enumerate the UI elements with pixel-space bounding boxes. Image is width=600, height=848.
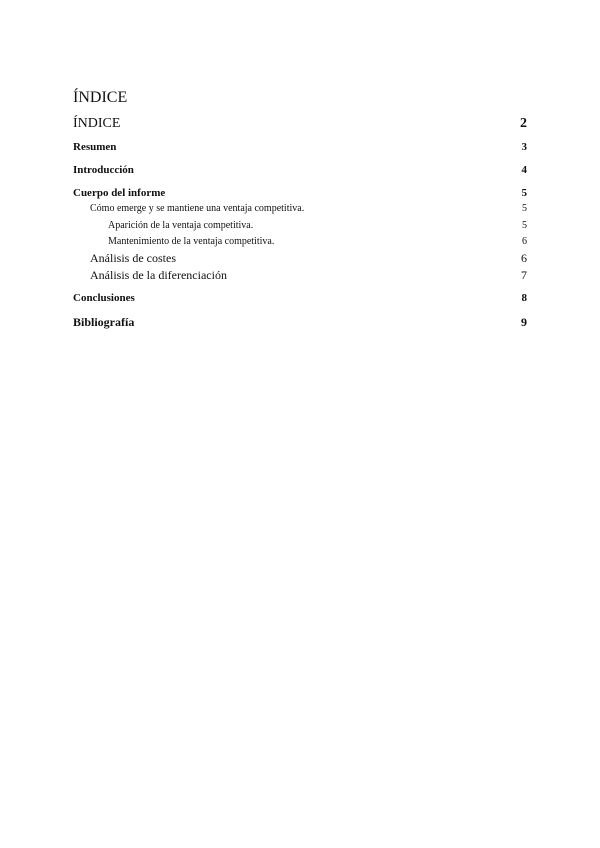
toc-entry-page: 5: [522, 203, 527, 214]
toc-entry-introduccion[interactable]: [73, 164, 527, 176]
table-of-contents: [73, 0, 527, 848]
toc-entry-label: Aparición de la ventaja competitiva.: [108, 220, 254, 231]
toc-entry-page: 5: [521, 187, 527, 199]
toc-entry-page: 6: [522, 236, 527, 247]
toc-entry-como-emerge[interactable]: [73, 203, 527, 214]
toc-entry-page: 3: [521, 141, 527, 153]
toc-entry-cuerpo-del-informe[interactable]: [73, 187, 527, 199]
toc-entry-label: ÍNDICE: [73, 116, 121, 131]
toc-entry-label: Introducción: [73, 164, 134, 176]
toc-entry-label: Mantenimiento de la ventaja competitiva.: [108, 236, 275, 247]
toc-entry-page: 9: [521, 315, 527, 329]
toc-entry-aparicion[interactable]: [73, 220, 527, 231]
toc-entry-label: Análisis de costes: [90, 251, 176, 265]
toc-entry-label: Cómo emerge y se mantiene una ventaja competitiva.: [90, 203, 305, 214]
toc-entry-page: 5: [522, 220, 527, 231]
toc-entry-page: 6: [521, 251, 527, 265]
toc-entry-resumen[interactable]: [73, 141, 527, 153]
toc-entry-page: 7: [521, 268, 527, 282]
toc-entry-page: 8: [521, 292, 527, 304]
toc-entry-analisis-de-costes[interactable]: [73, 251, 527, 266]
toc-entry-label: Cuerpo del informe: [73, 187, 166, 199]
toc-entry-label: Conclusiones: [73, 292, 135, 304]
toc-entry-page: 4: [521, 164, 527, 176]
toc-entry-bibliografia[interactable]: [73, 315, 527, 330]
toc-entry-indice[interactable]: [73, 116, 527, 132]
toc-entry-label: Resumen: [73, 141, 117, 153]
toc-entry-analisis-diferenciacion[interactable]: [73, 268, 527, 283]
page-title: ÍNDICE: [73, 89, 128, 106]
toc-entry-mantenimiento[interactable]: [73, 236, 527, 247]
toc-entry-label: Bibliografía: [73, 315, 135, 329]
toc-entry-label: Análisis de la diferenciación: [90, 268, 227, 282]
toc-entry-conclusiones[interactable]: [73, 292, 527, 304]
toc-entry-page: 2: [520, 116, 527, 131]
